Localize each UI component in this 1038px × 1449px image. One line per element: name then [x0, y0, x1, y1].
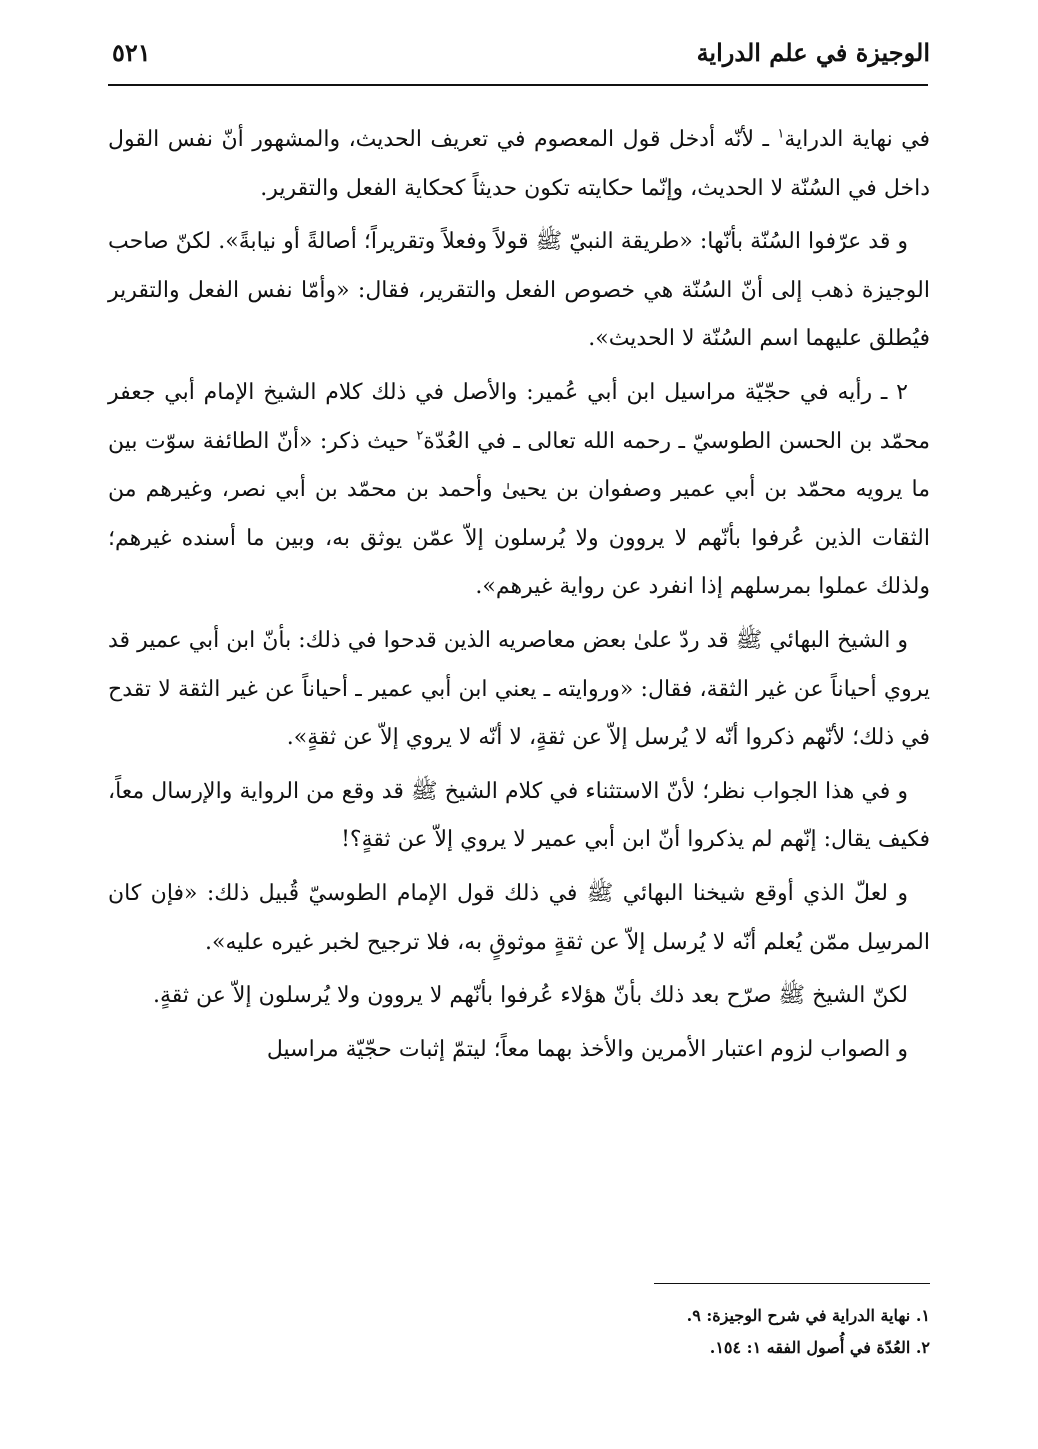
- main-text: [108, 116, 930, 1079]
- paragraph-text: و الصواب لزوم اعتبار الأمرين والأخذ بهما معاً؛ ليتمّ إثبات حجّيّة مراسيل: [266, 1036, 908, 1062]
- paragraph: [108, 768, 930, 865]
- paragraph: [108, 617, 930, 763]
- header-rule: [108, 84, 928, 86]
- paragraph-text: و في هذا الجواب نظر؛ لأنّ الاستثناء في كلام الشيخ ﷺ قد وقع من الرواية والإرسال معاً، فكيف يقال: إنّهم لم يذكروا أنّ ابن أبي عمير لا يروي إلاّ عن ثقةٍ؟!: [108, 778, 930, 853]
- paragraph-text: و الشيخ البهائي ﷺ قد ردّ علىٰ بعض معاصريه الذين قدحوا في ذلك: بأنّ ابن أبي عمير قد يروي أحياناً عن غير الثقة، فقال: «وروايته ـ يعني ابن أبي عمير ـ أحياناً عن غير الثقة لا تقدح في ذلك؛ لأنّهم ذكروا أنّه لا يُرسل إلاّ عن ثقةٍ، لا أنّه لا يروي إلاّ عن ثقةٍ».: [108, 627, 930, 751]
- running-title: الوجيزة في علم الدراية: [696, 38, 930, 67]
- footnote-1: ١. نهاية الدراية في شرح الوجيزة: ٩.: [686, 1306, 930, 1325]
- paragraph-text: ـ لأنّه أدخل قول المعصوم في تعريف الحديث، والمشهور أنّ نفس القول داخل في السُنّة لا الحديث، وإنّما حكايته تكون حديثاً كحكاية الفعل والتقرير.: [108, 127, 930, 201]
- paragraph: [108, 870, 930, 967]
- footnote-2: ٢. العُدّة في أُصول الفقه ١: ١٥٤.: [709, 1338, 930, 1357]
- footnote-marker: ٢: [416, 428, 424, 444]
- paragraph: [108, 218, 930, 364]
- footnote-marker: ١: [777, 126, 785, 142]
- paragraph-text: حيث ذكر: «أنّ الطائفة سوّت بين ما يرويه محمّد بن أبي عمير وصفوان بن يحيىٰ وأحمد بن محمّد بن أبي نصر، وغيرهم من الثقات الذين عُرفوا بأنّهم لا يروون ولا يُرسلون إلاّ عمّن يوثق به، وبين ما أسنده غيرهم؛ ولذلك عملوا بمرسلهم إذا انفرد عن رواية غيرهم».: [108, 428, 930, 600]
- paragraph-text: لكنّ الشيخ ﷺ صرّح بعد ذلك بأنّ هؤلاء عُرفوا بأنّهم لا يروون ولا يُرسلون إلاّ عن ثقةٍ.: [153, 983, 908, 1009]
- paragraph-text: في نهاية الدراية: [784, 127, 930, 152]
- paragraph-text: و لعلّ الذي أوقع شيخنا البهائي ﷺ في ذلك قول الإمام الطوسيّ قُبيل ذلك: «فإن كان المرسِل ممّن يُعلم أنّه لا يُرسل إلاّ عن ثقةٍ موثوقٍ به، فلا ترجيح لخبر غيره عليه».: [108, 880, 930, 955]
- paragraph: [108, 972, 930, 1021]
- paragraph: [108, 1026, 930, 1075]
- footnote-rule: [654, 1283, 930, 1284]
- paragraph-text: ٢ ـ رأيه في حجّيّة مراسيل ابن أبي عُمير: والأصل في ذلك كلام الشيخ الإمام أبي جعفر محمّد بن الحسن الطوسيّ ـ رحمه الله تعالى ـ في العُدّة: [108, 379, 930, 454]
- footnotes: [430, 1300, 930, 1364]
- paragraph: [108, 116, 930, 213]
- paragraph: [108, 369, 930, 612]
- paragraph-text: و قد عرّفوا السُنّة بأنّها: «طريقة النبيّ ﷺ قولاً وفعلاً وتقريراً؛ أصالةً أو نيابةً». لكنّ صاحب الوجيزة ذهب إلى أنّ السُنّة هي خصوص الفعل والتقرير، فقال: «وأمّا نفس الفعل والتقرير فيُطلق عليهما اسم السُنّة لا الحديث».: [108, 229, 930, 352]
- page-number: ٥٢١: [112, 38, 151, 67]
